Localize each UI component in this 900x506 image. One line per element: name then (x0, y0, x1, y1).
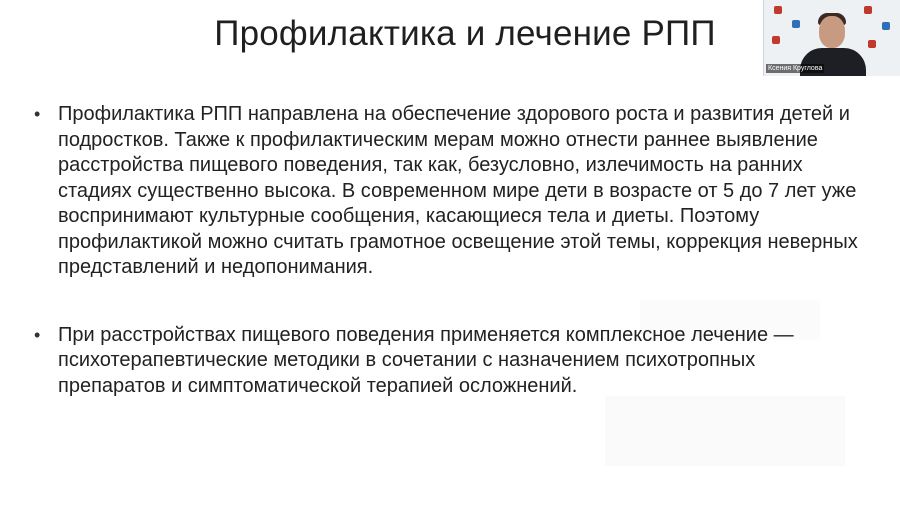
wall-logo-icon (864, 6, 872, 14)
bullet-item-treatment (34, 323, 864, 400)
bullet-dot-icon: • (34, 324, 41, 345)
bullet-text: При расстройствах пищевого поведения применяется комплексное лечение — психотерапевтические методики в сочетании с назначением психотропных препаратов и симптоматической терапией осложнений. (58, 323, 794, 397)
bullet-text: Профилактика РПП направлена на обеспечение здорового роста и развития детей и подростков. Также к профилактическим мерам можно отнести раннее выявление расстройства пищевого поведения, так как, безусловно, излечимость на ранних стадиях существенно высока. В современном мире дети в возрасте от 5 до 7 лет уже воспринимают культурные сообщения, касающиеся тела и диеты. Поэтому профилактикой можно считать грамотное освещение этой темы, коррекция неверных представлений и недопонимания. (58, 103, 858, 278)
wall-logo-icon (792, 20, 800, 28)
bullet-list (34, 102, 864, 399)
wall-logo-icon (882, 22, 890, 30)
slide-title: Профилактика и лечение РПП (214, 14, 716, 53)
wall-logo-icon (868, 40, 876, 48)
background-watermark-lower (605, 396, 845, 466)
participant-name-label: Ксения Круглова (768, 65, 823, 72)
webcam-thumbnail[interactable] (763, 0, 900, 76)
wall-logo-icon (774, 6, 782, 14)
wall-logo-icon (772, 36, 780, 44)
bullet-item-prevention (34, 102, 864, 281)
person-face (819, 16, 845, 48)
bullet-dot-icon: • (34, 104, 41, 124)
